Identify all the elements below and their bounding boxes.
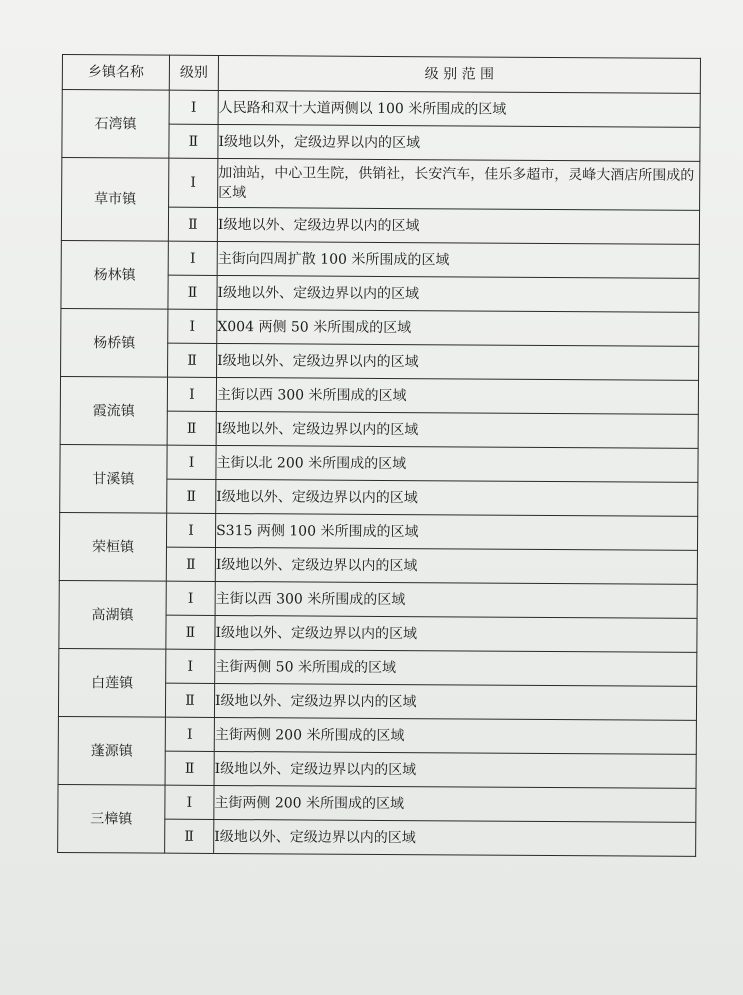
scope-cell: 加油站，中心卫生院，供销社，长安汽车，佳乐多超市，灵峰大酒店所围成的区域 bbox=[218, 158, 700, 210]
level-cell: Ⅱ bbox=[165, 683, 214, 717]
level-cell: Ⅱ bbox=[168, 343, 217, 377]
town-name: 三樟镇 bbox=[58, 784, 165, 853]
level-cell: Ⅰ bbox=[166, 581, 215, 615]
level-cell: Ⅱ bbox=[169, 124, 218, 158]
level-cell: Ⅰ bbox=[166, 649, 215, 683]
town-name: 高湖镇 bbox=[59, 580, 166, 649]
level-cell: Ⅱ bbox=[166, 615, 215, 649]
header-scope: 级 别 范 围 bbox=[218, 55, 700, 93]
scope-cell: Ⅰ级地以外、定级边界以内的区域 bbox=[215, 547, 697, 584]
level-cell: Ⅰ bbox=[169, 158, 218, 207]
scope-cell: 人民路和双十大道两侧以 100 米所围成的区域 bbox=[218, 90, 700, 127]
town-name: 杨桥镇 bbox=[61, 308, 168, 377]
town-name: 杨林镇 bbox=[61, 240, 168, 309]
land-grade-table bbox=[57, 54, 701, 857]
scope-cell: Ⅰ级地以外、定级边界以内的区域 bbox=[216, 411, 698, 448]
scope-cell: 主街以西 300 米所围成的区域 bbox=[216, 377, 698, 414]
level-cell: Ⅱ bbox=[166, 547, 215, 581]
level-cell: Ⅱ bbox=[167, 479, 216, 513]
level-cell: Ⅱ bbox=[167, 411, 216, 445]
table-row bbox=[59, 648, 697, 686]
scope-cell: Ⅰ级地以外、定级边界以内的区域 bbox=[214, 751, 696, 788]
table-row bbox=[60, 444, 698, 482]
header-town: 乡镇名称 bbox=[62, 55, 169, 91]
scope-cell: 主街两侧 200 米所围成的区域 bbox=[214, 717, 696, 754]
level-cell: Ⅰ bbox=[165, 717, 214, 751]
scope-cell: Ⅰ级地以外、定级边界以内的区域 bbox=[217, 207, 699, 244]
table-row bbox=[60, 376, 698, 414]
level-cell: Ⅱ bbox=[168, 207, 217, 241]
scope-cell: 主街向四周扩散 100 米所围成的区域 bbox=[217, 241, 699, 278]
scope-cell: Ⅰ级地以外、定级边界以内的区域 bbox=[214, 683, 696, 720]
header-level: 级别 bbox=[169, 55, 218, 90]
scope-cell: S315 两侧 100 米所围成的区域 bbox=[215, 513, 697, 550]
level-cell: Ⅰ bbox=[166, 513, 215, 547]
town-name: 甘溪镇 bbox=[60, 444, 167, 513]
scope-cell: 主街两侧 200 米所围成的区域 bbox=[214, 785, 696, 822]
town-name: 草市镇 bbox=[61, 158, 169, 242]
scope-cell: Ⅰ级地以外、定级边界以内的区域 bbox=[217, 275, 699, 312]
table-row bbox=[58, 716, 696, 754]
scope-cell: Ⅰ级地以外，定级边界以内的区域 bbox=[218, 124, 700, 161]
table-row bbox=[62, 158, 700, 211]
level-cell: Ⅱ bbox=[165, 751, 214, 785]
scope-cell: Ⅰ级地以外、定级边界以内的区域 bbox=[215, 615, 697, 652]
level-cell: Ⅰ bbox=[167, 445, 216, 479]
table-header-row bbox=[62, 55, 700, 94]
town-name: 荣桓镇 bbox=[59, 512, 166, 581]
table-row bbox=[59, 512, 697, 550]
level-cell: Ⅰ bbox=[167, 377, 216, 411]
table-row bbox=[61, 240, 699, 278]
scope-cell: 主街以西 300 米所围成的区域 bbox=[215, 581, 697, 618]
scope-cell: Ⅰ级地以外、定级边界以内的区域 bbox=[214, 819, 696, 856]
table-row bbox=[62, 90, 700, 128]
town-name: 白莲镇 bbox=[58, 648, 165, 717]
town-name: 蓬源镇 bbox=[58, 716, 165, 785]
level-cell: Ⅱ bbox=[165, 819, 214, 853]
level-cell: Ⅰ bbox=[168, 309, 217, 343]
level-cell: Ⅰ bbox=[169, 90, 218, 124]
table-row bbox=[59, 580, 697, 618]
scope-cell: X004 两侧 50 米所围成的区域 bbox=[217, 309, 699, 346]
scope-cell: 主街以北 200 米所围成的区域 bbox=[216, 445, 698, 482]
scope-cell: Ⅰ级地以外、定级边界以内的区域 bbox=[216, 479, 698, 516]
table-row bbox=[61, 308, 699, 346]
level-cell: Ⅰ bbox=[165, 785, 214, 819]
level-cell: Ⅱ bbox=[168, 275, 217, 309]
table-row bbox=[58, 784, 696, 822]
scope-cell: 主街两侧 50 米所围成的区域 bbox=[215, 649, 697, 686]
level-cell: Ⅰ bbox=[168, 241, 217, 275]
town-name: 霞流镇 bbox=[60, 376, 167, 445]
scope-cell: Ⅰ级地以外、定级边界以内的区域 bbox=[217, 343, 699, 380]
town-name: 石湾镇 bbox=[62, 90, 169, 159]
